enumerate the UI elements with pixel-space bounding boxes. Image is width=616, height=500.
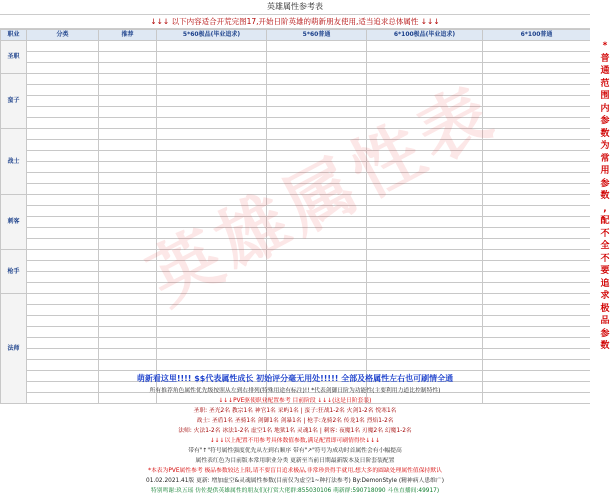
footer-config-2: 战士: 圣盾1名 圣骑1名 剑御1名 剑暴1名 | 枪手:龙骑2名 传龙1名 烈焰1-2名: [196, 418, 394, 424]
table-row: [1, 195, 591, 206]
header-recommend: 推荐: [99, 30, 157, 41]
table-row: [1, 250, 591, 261]
table-row: [1, 140, 591, 151]
table-row: [1, 74, 591, 85]
table-row: [1, 118, 591, 129]
table-row: [1, 327, 591, 338]
header-6-100-normal: 6*100普通: [483, 30, 591, 41]
table-row: [1, 349, 591, 360]
footer-config-tail: ↓↓↓以上配置不用参考具体数值参数,满足配置即可刷情得快↓↓↓: [209, 438, 381, 444]
table-row: [1, 228, 591, 239]
table-row: [1, 107, 591, 118]
table-row: [1, 162, 591, 173]
footer-priority-note: 所有推荐角色属性优先级按照从左到右排列(特殊用途有标注)!! *代表剑御日阶为功能性(主要利用力道比控制特性): [149, 388, 441, 394]
footer-thanks: 特别鸣谢:玖五瑶 仿佐提供英雄属性的朋友们(打赏大佬群:855030106 萌新群:590718090 斗鱼直播间:49917): [150, 488, 440, 494]
footer-config-3: 法师: 火法1-2名 冰法1-2名 虚空1名 地狱1名 灵魂1名 | 刺客: 夜魔1名 刃魔2名 幻魔1-2名: [178, 428, 412, 434]
footer-newbie-note: 萌新看这里!!!! $$代表属性成长 初始评分毫无用处!!!!! 全部及格属性左右也可刷情全通: [136, 374, 454, 383]
header-5-60-normal: 5*60普通: [267, 30, 367, 41]
table-row: [1, 63, 591, 74]
table-row: [1, 272, 591, 283]
footer-notes: [0, 372, 590, 496]
table-row: [1, 294, 591, 305]
table-row: [1, 184, 591, 195]
footer-version: 01.02.2021.41版 更新: 增加虚空&灵魂属性参数(目前仅为虚空1~种打法参考) By:DemonStyle (精神病人患维广): [146, 478, 444, 484]
header-5-60-best: 5*60极品(毕业追求): [157, 30, 267, 41]
header-job: 职业: [1, 30, 27, 41]
job-label-gunner: 枪手: [1, 250, 27, 294]
footer-symbol-note: 带有"↑"符号属性强度优先从左到右顺序 带有"↗"符号为成功时首属性会有小幅提高: [188, 448, 402, 454]
table-row: [1, 206, 591, 217]
table-row: [1, 85, 591, 96]
footer-config-1: 圣职: 圣光2名 教宗1名 神官1名 采屿1名 | 蛮子:狂战1-2名 火剑1-2名 悦寒1名: [193, 408, 397, 414]
table-row: [1, 151, 591, 162]
sheet-title: 英雄属性参考表: [0, 0, 590, 15]
footer-color-note: 属性表红色为目前版本常用职业分类 更新至当前日期最新版本及日阶套装配置: [195, 458, 395, 464]
job-label-assassin: 刺客: [1, 195, 27, 250]
table-row: [1, 305, 591, 316]
job-label-warrior: 战士: [1, 129, 27, 195]
header-class: 分类: [27, 30, 99, 41]
header-6-100-best: 6*100极品(毕业追求): [367, 30, 483, 41]
table-row: [1, 96, 591, 107]
table-row: [1, 173, 591, 184]
table-row: [1, 338, 591, 349]
table-row: [1, 129, 591, 140]
attribute-table: [0, 29, 590, 404]
table-row: [1, 239, 591, 250]
job-label-barbarian: 蛮子: [1, 74, 27, 129]
table-row: [1, 41, 591, 52]
top-notice: ↓↓↓ 以下内容适合开荒完图17,开始日阶英雄的萌新朋友使用,适当追求总体属性 ↓↓↓: [0, 15, 590, 29]
side-note: * 普 通 范 围 内 参 数 为 常 用 参 数 , 配 不 全 不 要 追 求 极 品 参 数: [600, 41, 610, 351]
table-row: [1, 261, 591, 272]
table-row: [1, 360, 591, 371]
job-label-saint: 圣职: [1, 41, 27, 74]
job-label-mage: 法师: [1, 294, 27, 404]
footer-pve-warning: *本表为PVE属性参考 极品参数较达上限,请不要盲目追求极品,非常珍贵得手就用,想大多的圆缺处理属性值保持默认: [148, 468, 442, 474]
table-header-row: [1, 30, 591, 41]
footer-pve-heading: ↓↓↓PVE驱使职业配置参考 目前阶段 ↓↓↓(这是日阶套装): [218, 398, 372, 404]
watermark: 英雄属性表: [135, 69, 510, 321]
table-row: [1, 283, 591, 294]
table-row: [1, 217, 591, 228]
table-row: [1, 52, 591, 63]
table-row: [1, 316, 591, 327]
